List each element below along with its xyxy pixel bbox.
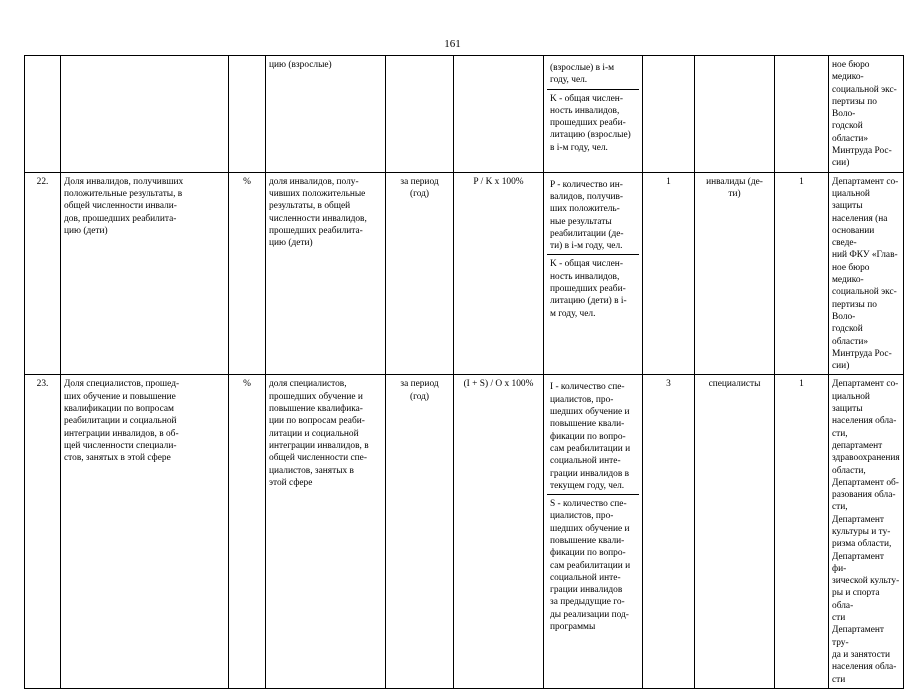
variable-definition: I - количество спе- циалистов, про- шедших обучение и повышение квали- фикации по вопро- сам реабилитации и социальной инте- грации инвалидов в текущем году, чел. bbox=[550, 382, 631, 491]
definition-cell: цию (взрослые) bbox=[266, 56, 386, 173]
row-number: 23. bbox=[25, 375, 61, 688]
variables-cell bbox=[544, 56, 643, 173]
table-row bbox=[25, 172, 904, 375]
value-cell: 1 bbox=[775, 172, 829, 375]
definition-cell: доля специалистов, прошедших обучение и повышение квалифика- ции по вопросам реаби- литации и социальной интеграции инвалидов, в общей численности спе- циалистов, занятых в этой сфере bbox=[266, 375, 386, 688]
formula-cell: (I + S) / O x 100% bbox=[454, 375, 544, 688]
value-cell: 3 bbox=[643, 375, 695, 688]
row-number: 22. bbox=[25, 172, 61, 375]
unit-cell bbox=[229, 56, 266, 173]
value-cell bbox=[643, 56, 695, 173]
table-row bbox=[25, 375, 904, 688]
indicator-name: Доля специалистов, прошед- ших обучение и повышение квалификации по вопросам реабилитации и социальной интеграции инвалидов, в об- щей численности специали- стов, занятых в этой сфере bbox=[61, 375, 229, 688]
value-cell: 1 bbox=[643, 172, 695, 375]
row-number bbox=[25, 56, 61, 173]
variables-cell bbox=[544, 172, 643, 375]
value-cell: 1 bbox=[775, 375, 829, 688]
variables-cell bbox=[544, 375, 643, 688]
variable-definition: S - количество спе- циалистов, про- шедших обучение и повышение квали- фикации по вопро- сам реабилитации и социальной инте- грации инвалидов за предыдущие го- ды реализации под- программы bbox=[547, 494, 639, 635]
indicator-name bbox=[61, 56, 229, 173]
formula-cell: P / K x 100% bbox=[454, 172, 544, 375]
variable-definition: (взрослые) в i-м году, чел. bbox=[550, 63, 615, 86]
department-cell: ное бюро медико- социальной экс- пертизы по Воло- годской области» Минтруда Рос- сии) bbox=[829, 56, 904, 173]
category-cell bbox=[695, 56, 775, 173]
period-cell: за период (год) bbox=[386, 172, 454, 375]
definition-cell: доля инвалидов, полу- чивших положительные результаты, в общей численности инвалидов, прошедших реабилита- цию (дети) bbox=[266, 172, 386, 375]
indicator-name: Доля инвалидов, получивших положительные результаты, в общей численности инвали- дов, прошедших реабилита- цию (дети) bbox=[61, 172, 229, 375]
page-number: 161 bbox=[444, 38, 461, 50]
unit-cell: % bbox=[229, 375, 266, 688]
indicator-table bbox=[24, 55, 904, 689]
category-cell: специалисты bbox=[695, 375, 775, 688]
table-row bbox=[25, 56, 904, 173]
unit-cell: % bbox=[229, 172, 266, 375]
department-cell: Департамент со- циальной защиты населения (на основании сведе- ний ФКУ «Глав- ное бюро медико- социальной экс- пертизы по Воло- годской области» Минтруда Рос- сии) bbox=[829, 172, 904, 375]
period-cell bbox=[386, 56, 454, 173]
value-cell bbox=[775, 56, 829, 173]
department-cell: Департамент со- циальной защиты населения обла- сти, департамент здравоохранения области, Департамент об- разования обла- сти, Департамент культуры и ту- ризма области, Департамент фи- зической культу- ры и спорта обла- сти Департамент тру- да и занятости населения обла- сти bbox=[829, 375, 904, 688]
period-cell: за период (год) bbox=[386, 375, 454, 688]
variable-definition: K - общая числен- ность инвалидов, прошедших реаби- литацию (дети) в i- м году, чел. bbox=[547, 254, 639, 321]
variable-definition: K - общая числен- ность инвалидов, прошедших реаби- литацию (взрослые) в i-м году, чел. bbox=[547, 89, 639, 156]
formula-cell bbox=[454, 56, 544, 173]
variable-definition: P - количество ин- валидов, получив- ших положитель- ные результаты реабилитации (де- ти) в i-м году, чел. bbox=[550, 179, 624, 252]
category-cell: инвалиды (де- ти) bbox=[695, 172, 775, 375]
